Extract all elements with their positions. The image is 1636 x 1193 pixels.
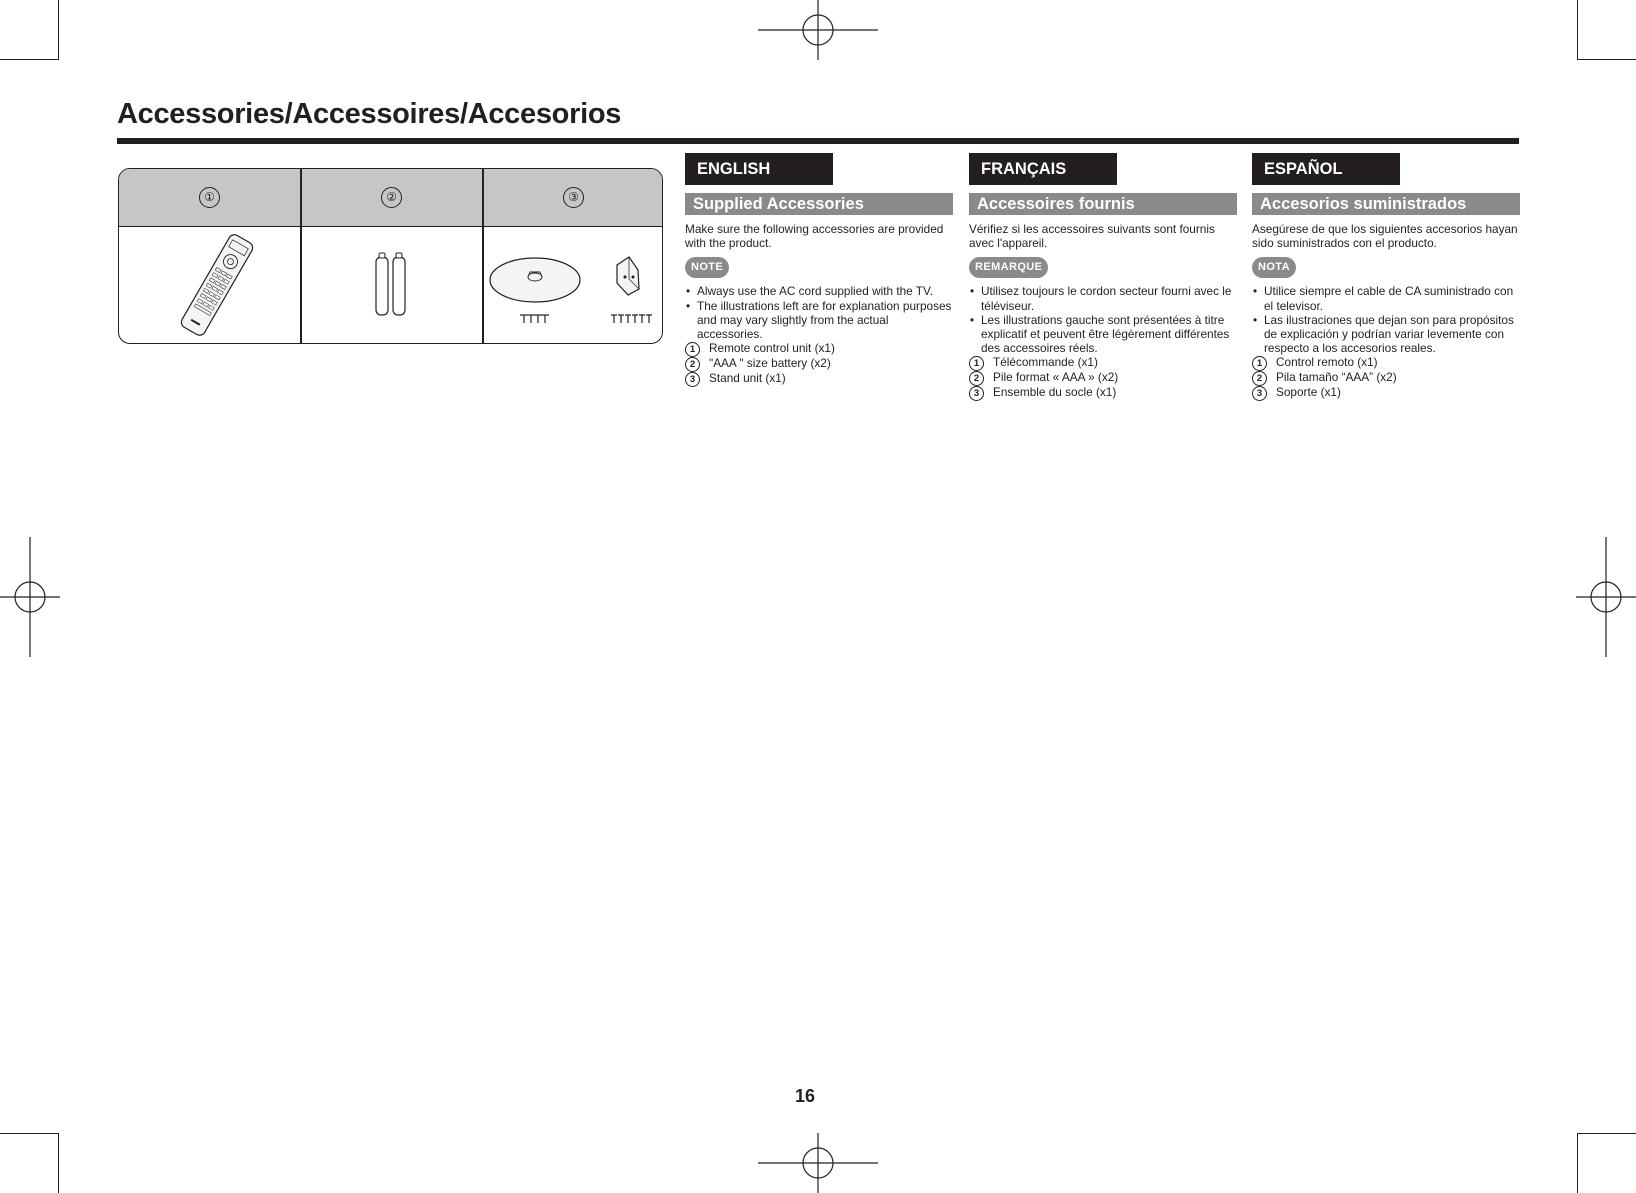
crop-mark (1577, 1133, 1578, 1193)
crop-mark (1577, 59, 1636, 60)
note-item: • Las ilustraciones que dejan son para propósitos de explicación y podrían variar levemente con respecto a los accesorios reales. (1252, 313, 1520, 356)
accessory-number-3: ③ (563, 187, 584, 208)
item-text: Pile format « AAA » (x2) (993, 370, 1119, 385)
item-text: Control remoto (x1) (1276, 355, 1378, 370)
crop-mark (1577, 0, 1578, 60)
crop-mark (58, 0, 59, 60)
number-badge: 2 (685, 357, 700, 372)
accessory-number-2: ② (381, 187, 402, 208)
list-item (685, 356, 953, 371)
number-badge: 3 (685, 372, 700, 387)
section-subtitle: Supplied Accessories (685, 193, 953, 215)
accessory-list (685, 341, 953, 386)
section-espanol (1252, 153, 1520, 400)
number-badge: 1 (969, 356, 984, 371)
list-item (1252, 370, 1520, 385)
number-badge: 2 (969, 371, 984, 386)
item-text: Ensemble du socle (x1) (993, 385, 1117, 400)
list-item (685, 371, 953, 386)
page-title: Accessories/Accessoires/Accesorios (117, 98, 622, 130)
crop-mark (0, 1133, 59, 1134)
section-english (685, 153, 953, 386)
note-item: • The illustrations left are for explanation purposes and may vary slightly from the actual accessories. (685, 299, 953, 342)
number-badge: 1 (685, 342, 700, 357)
intro-text: Vérifiez si les accessoires suivants sont fournis avec l'appareil. (969, 222, 1215, 251)
list-item (969, 355, 1237, 370)
language-tab: FRANÇAIS (969, 153, 1117, 185)
section-subtitle: Accesorios suministrados (1252, 193, 1520, 215)
crop-mark (0, 59, 59, 60)
item-text: Pila tamaño “AAA” (x2) (1276, 370, 1397, 385)
accessory-list (969, 355, 1237, 400)
language-tab: ESPAÑOL (1252, 153, 1400, 185)
list-item (1252, 385, 1520, 400)
crop-mark (58, 1133, 59, 1193)
registration-mark-icon (1576, 537, 1636, 657)
column-divider (482, 169, 484, 343)
item-text: Remote control unit (x1) (709, 341, 835, 356)
notes-list (1252, 284, 1520, 355)
item-text: Soporte (x1) (1276, 385, 1341, 400)
note-label: NOTA (1252, 257, 1296, 278)
language-tab: ENGLISH (685, 153, 833, 185)
note-label: NOTE (685, 257, 729, 278)
note-item: • Les illustrations gauche sont présentées à titre explicatif et peuvent être légèrement différentes des accessoires réels. (969, 313, 1237, 356)
note-label: REMARQUE (969, 257, 1048, 278)
registration-mark-icon (758, 0, 878, 60)
notes-list (969, 284, 1237, 355)
number-badge: 3 (1252, 386, 1267, 401)
list-item (969, 385, 1237, 400)
notes-list (685, 284, 953, 341)
column-divider (300, 169, 302, 343)
number-badge: 2 (1252, 371, 1267, 386)
number-badge: 1 (1252, 356, 1267, 371)
note-item: • Always use the AC cord supplied with the TV. (685, 284, 953, 298)
section-subtitle: Accessoires fournis (969, 193, 1237, 215)
registration-mark-icon (758, 1133, 878, 1193)
aaa-batteries-icon (371, 227, 411, 342)
title-rule (117, 138, 1519, 144)
item-text: Télécommande (x1) (993, 355, 1098, 370)
accessories-table (118, 168, 663, 344)
crop-mark (1577, 1133, 1636, 1134)
list-item (685, 341, 953, 356)
item-text: "AAA " size battery (x2) (709, 356, 831, 371)
list-item (969, 370, 1237, 385)
note-item: • Utilice siempre el cable de CA suministrado con el televisor. (1252, 284, 1520, 312)
accessory-number-1: ① (199, 187, 220, 208)
item-text: Stand unit (x1) (709, 371, 786, 386)
note-item: • Utilisez toujours le cordon secteur fourni avec le téléviseur. (969, 284, 1237, 312)
intro-text: Asegúrese de que los siguientes accesorios hayan sido suministrados con el producto. (1252, 222, 1518, 251)
page-number: 16 (795, 1086, 816, 1106)
registration-mark-icon (0, 537, 60, 657)
list-item (1252, 355, 1520, 370)
number-badge: 3 (969, 386, 984, 401)
accessory-list (1252, 355, 1520, 400)
section-francais (969, 153, 1237, 400)
remote-control-icon (159, 227, 269, 342)
stand-unit-icon (487, 227, 662, 342)
intro-text: Make sure the following accessories are provided with the product. (685, 222, 944, 251)
